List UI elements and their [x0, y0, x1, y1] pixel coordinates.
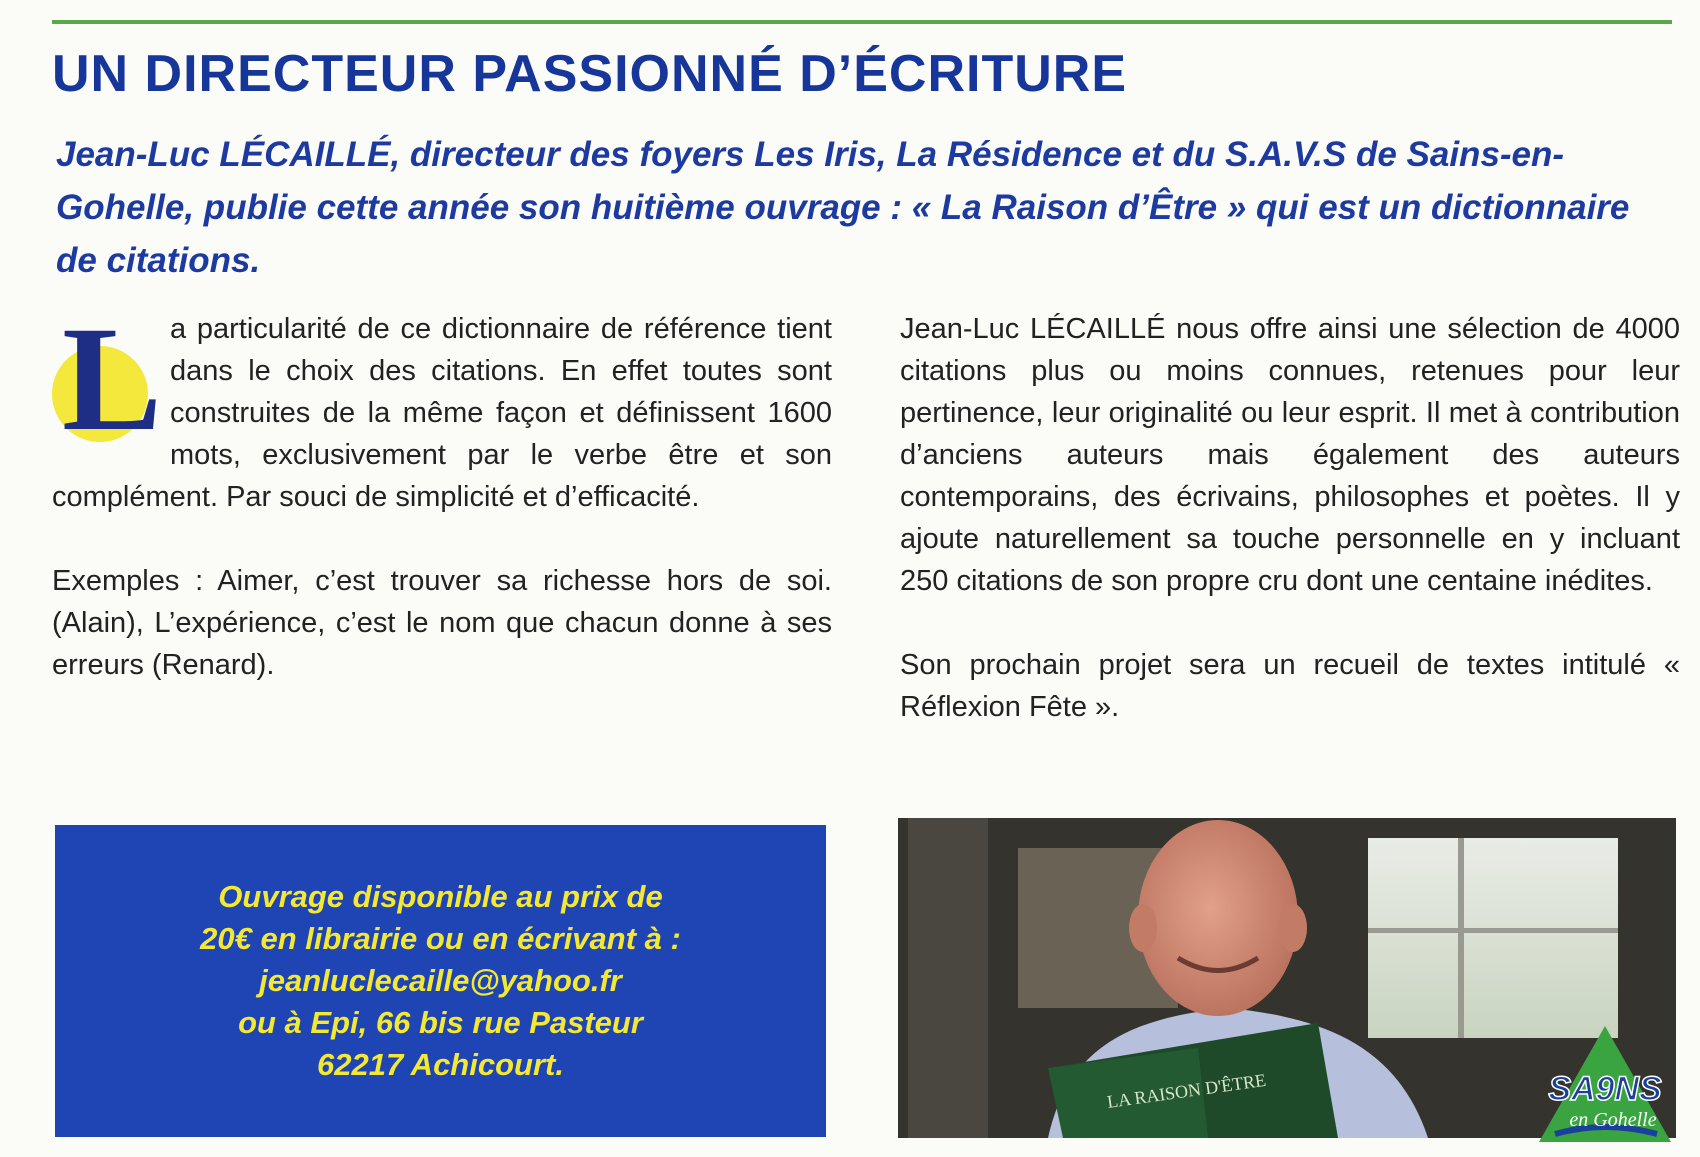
promo-box [55, 825, 826, 1137]
right-paragraph-2: Son prochain projet sera un recueil de textes intitulé « Réflexion Fête ». [900, 649, 1680, 723]
drop-cap [52, 296, 163, 462]
left-paragraph-2: Exemples : Aimer, c’est trouver sa richesse hors de soi. (Alain), L’expérience, c’est le nom que chacun donne à ses erreurs (Renard). [52, 565, 832, 681]
promo-text [141, 876, 741, 1086]
right-column [900, 308, 1680, 728]
intro-lede: Jean-Luc LÉCAILLÉ, directeur des foyers Les Iris, La Résidence et du S.A.V.S de Sains-en-Gohelle, publie cette année son huitième ouvrage : « La Raison d’Être » qui est un dictionnaire de citations. [56, 135, 1630, 280]
headline: UN DIRECTEUR PASSIONNÉ D’ÉCRITURE [52, 45, 1128, 103]
promo-line-price: Ouvrage disponible au prix de [218, 879, 663, 914]
left-column [52, 296, 832, 686]
logo-sub-text: en Gohelle [1569, 1109, 1657, 1131]
promo-email-link[interactable]: jeanluclecaille@yahoo.fr [259, 963, 622, 998]
sains-en-gohelle-logo [1535, 1022, 1675, 1152]
left-paragraph-1: a particularité de ce dictionnaire de référence tient dans le choix des citations. En effet toutes sont construites de la même façon et définissent 1600 mots, exclusivement par le verbe être et son complément. Par souci de simplicité et d’efficacité. [52, 313, 832, 513]
top-rule [52, 20, 1672, 24]
logo-mark [1535, 1022, 1675, 1152]
logo-main-text: SA9NS [1548, 1070, 1662, 1108]
book-title: LA RAISON D'ÊTRE [1105, 1069, 1268, 1112]
promo-line-bookstore: 20€ en librairie ou en écrivant à : [200, 921, 681, 956]
promo-line-city: 62217 Achicourt. [317, 1047, 564, 1082]
drop-cap-letter: L [62, 296, 163, 462]
right-paragraph-1: Jean-Luc LÉCAILLÉ nous offre ainsi une sélection de 4000 citations plus ou moins connues, retenues pour leur pertinence, leur originalité ou leur esprit. Il met à contribution d’anciens auteurs mais également des auteurs contemporains, des écrivains, philosophes et poètes. Il y ajoute naturellement sa touche personnelle en y incluant 250 citations de son propre cru dont une centaine inédites. [900, 313, 1680, 597]
promo-line-address: ou à Epi, 66 bis rue Pasteur [238, 1005, 643, 1040]
